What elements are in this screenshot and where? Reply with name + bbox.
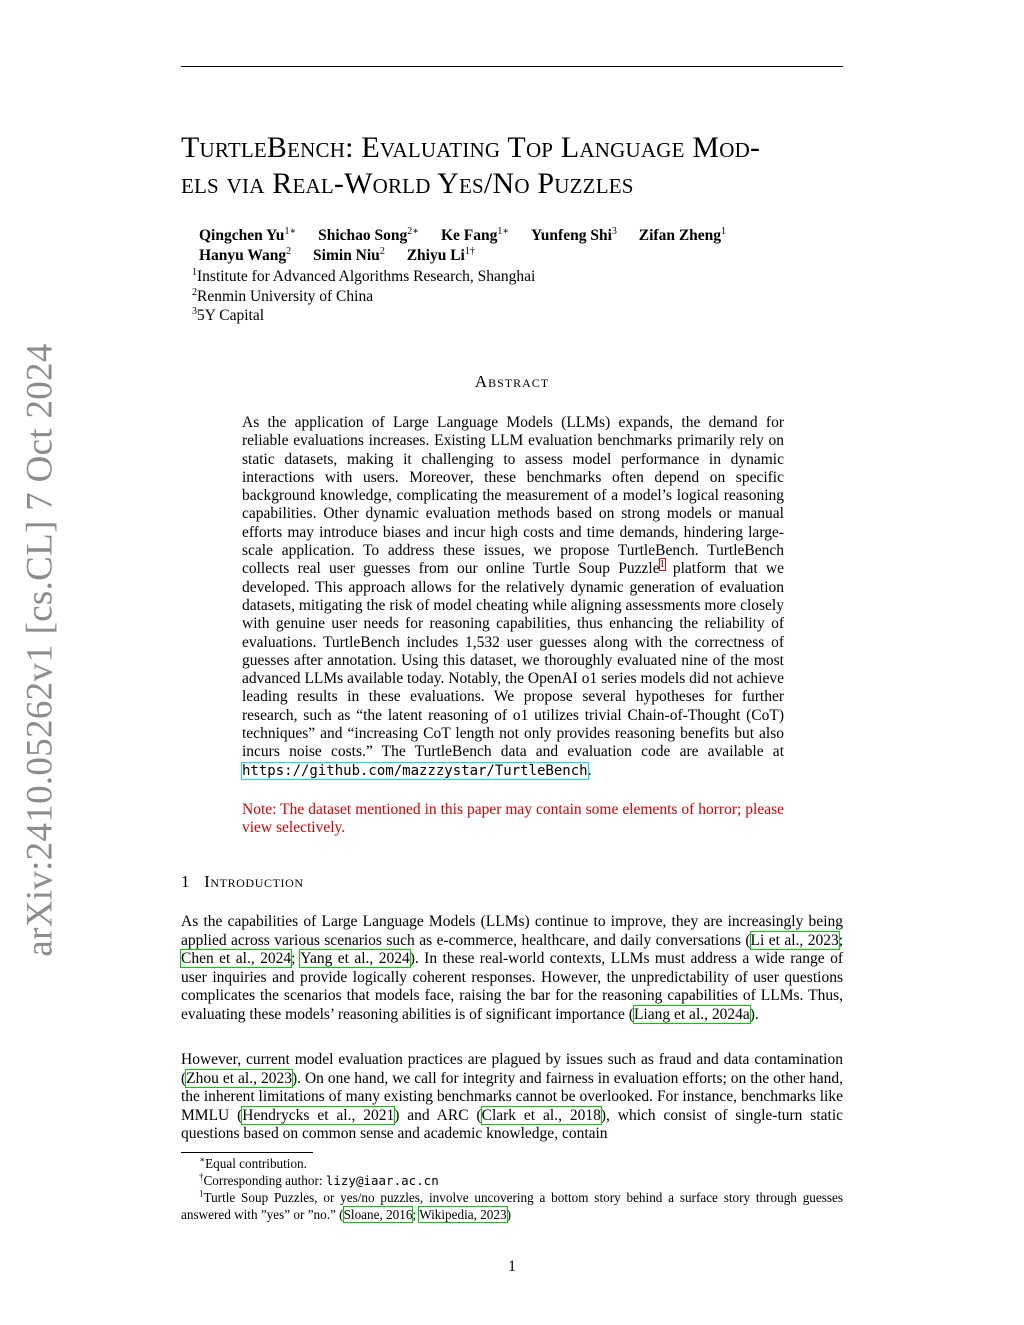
intro-paragraph-1: As the capabilities of Large Language Models (LLMs) continue to improve, they are increasingly being applied across various scenarios such as e-commerce, healthcare, and daily conversations (Li et al., 2023; Chen et al., 2024; Yang et al., 2024). In these real-world contexts, LLMs must address a wide range of user inquiries and provide logically coherent responses. However, the unpredictability of user questions complicates the scenarios that models face, raising the bar for the reasoning capabilities of LLMs. Thus, evaluating these models’ reasoning abilities is of significant importance (Liang et al., 2024a). <box>181 913 844 1023</box>
author-name: Simin Niu <box>313 246 380 264</box>
author-sup: 1∗ <box>497 225 510 237</box>
footnotes <box>181 1155 843 1223</box>
citation-link[interactable]: Hendrycks et al., 2021 <box>242 1106 395 1124</box>
affiliation: $^2$Renmin University of China <box>192 286 374 305</box>
author-sup: 1† <box>464 245 475 257</box>
affiliation: $^3$5Y Capital <box>192 305 265 324</box>
citation-link[interactable]: Li et al., 2023 <box>750 931 839 949</box>
github-url-link[interactable]: https://github.com/mazzzystar/TurtleBench <box>242 762 588 779</box>
intro-paragraph-2: However, current model evaluation practices are plagued by issues such as fraud and data contamination (Zhou et al., 2023). On one hand, we call for integrity and fairness in evaluation efforts; on the other hand, the inherent limitations of many existing benchmarks cannot be overlooked. For instance, benchmarks like MMLU (Hendrycks et al., 2021) and ARC (Clark et al., 2018), which consist of single-turn static questions based on common sense and academic knowledge, contain <box>181 1051 844 1143</box>
footnote-rule <box>181 1152 313 1153</box>
citation-link[interactable]: Sloane, 2016 <box>343 1207 413 1222</box>
author-name: Shichao Song <box>318 227 408 244</box>
footnote-1-link[interactable]: 1 <box>659 559 665 571</box>
citation-link[interactable]: Clark et al., 2018 <box>481 1106 601 1124</box>
citation-link[interactable]: Liang et al., 2024a <box>633 1005 750 1023</box>
author-name: Zifan Zheng <box>638 227 722 244</box>
author-name: Yunfeng Shi <box>531 227 612 244</box>
footnote: ∗Equal contribution. <box>199 1154 307 1171</box>
citation-link[interactable]: Yang et al., 2024 <box>300 950 410 968</box>
author-sup: 3 <box>611 225 617 237</box>
title-line-1: TurtleBench: Evaluating Top Language Mod- <box>181 131 761 164</box>
author-name: Zhiyu Li <box>406 246 465 264</box>
author-name: Qingchen Yu <box>199 227 285 244</box>
author-line-1 <box>199 226 726 246</box>
author-sup: 2∗ <box>407 225 420 237</box>
abstract-body: As the application of Large Language Models (LLMs) expands, the demand for reliable evaluations increases. Existing LLM evaluation benchmarks primarily rely on static datasets, making it challenging to assess model performance in dynamic interactions with users. Moreover, these benchmarks often depend on specific background knowledge, complicating the measurement of a model’s logical reasoning capabilities. Other dynamic evaluation methods based on strong models or manual efforts may introduce biases and incur high costs and time demands, hindering large-scale application. To address these issues, we propose TurtleBench. TurtleBench collects real user guesses from our online Turtle Soup Puzzle$^1$ platform that we developed. This approach allows for the relatively dynamic generation of evaluation datasets, mitigating the risk of model cheating while aligning assessments more closely with genuine user needs for reasoning capabilities, thus enhancing the reliability of evaluations. TurtleBench includes 1,532 user guesses along with the correctness of guesses after annotation. Using this dataset, we thoroughly evaluated nine of the most advanced LLMs available today. Notably, the OpenAI o1 series models did not achieve leading results in these evaluations. We propose several hypotheses for further research, such as “the latent reasoning of o1 utilizes trivial Chain-of-Thought (CoT) techniques” and “increasing CoT length not only provides reasoning benefits but also incurs noise costs.” The TurtleBench data and evaluation code are available at https://github.com/mazzzystar/TurtleBench. <box>242 414 784 779</box>
affiliation-list <box>192 267 535 326</box>
section-heading-introduction: 1 Introduction <box>181 872 304 891</box>
author-list <box>199 226 726 265</box>
abstract-heading: Abstract <box>474 372 550 391</box>
footnote: †Corresponding author: lizy@iaar.ac.cn <box>199 1171 439 1188</box>
citation-link[interactable]: Zhou et al., 2023 <box>186 1069 292 1087</box>
author-name: Hanyu Wang <box>199 246 287 264</box>
page-number: 1 <box>508 1258 516 1275</box>
author-sup: 1 <box>721 225 727 237</box>
title-line-2: els via Real-World Yes/No Puzzles <box>181 167 634 200</box>
footnote: $^1$Turtle Soup Puzzles, or yes/no puzzles, involve uncovering a bottom story behind a surface story through guesses answered with ”yes” or ”no.” (Sloane, 2016; Wikipedia, 2023) <box>181 1188 843 1222</box>
paper-title <box>181 130 853 202</box>
author-sup: 2 <box>379 245 385 257</box>
author-sup: 2 <box>286 245 292 257</box>
email-address: lizy@iaar.ac.cn <box>325 1173 439 1188</box>
top-rule <box>181 66 843 67</box>
citation-link[interactable]: Wikipedia, 2023 <box>419 1207 507 1222</box>
arxiv-stamp[interactable]: arXiv:2410.05262v1 [cs.CL] 7 Oct 2024 <box>19 343 61 957</box>
author-name: Ke Fang <box>440 227 498 244</box>
author-line-2 <box>199 246 726 266</box>
author-sup: 1∗ <box>284 225 297 237</box>
affiliation: $^1$Institute for Advanced Algorithms Research, Shanghai <box>192 266 536 285</box>
citation-link[interactable]: Chen et al., 2024 <box>181 950 292 968</box>
horror-note: Note: The dataset mentioned in this paper may contain some elements of horror; please view selectively. <box>242 801 784 837</box>
